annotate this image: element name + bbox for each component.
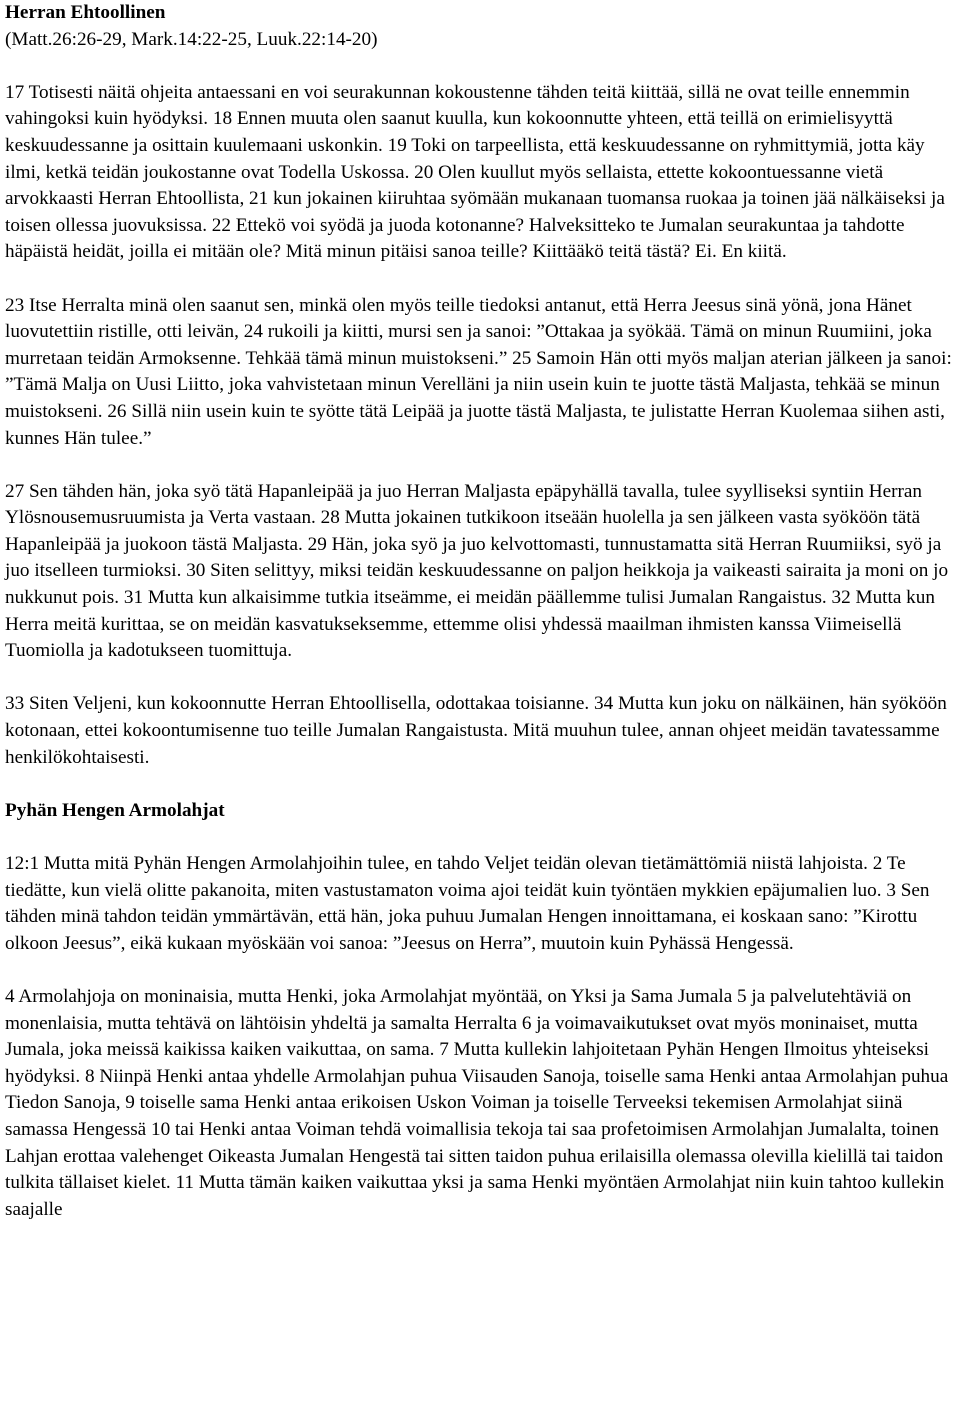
paragraph-verses-27-32: 27 Sen tähden hän, joka syö tätä Hapanleipää ja juo Herran Maljasta epäpyhällä tavalla, tulee syylliseksi syntiin Herran Ylösnousemusruumista ja Verta vastaan. 28 Mutta jokainen tutkikoon itseään huolella ja sen jälkeen vasta syököön tätä Hapanleipää ja juokoon tästä Maljasta. 29 Hän, joka syö ja juo kelvottomasti, tunnustamatta sitä Herran Ruumiiksi, syö ja juo itselleen turmioksi. 30 Siten selittyy, miksi teidän keskuudessanne on paljon heikkoja ja vaikeasti sairaita ja moni on jo nukkunut pois. 31 Mutta kun alkaisimme tutkia itseämme, ei meidän päällemme tulisi Jumalan Rangaistus. 32 Mutta kun Herra meitä kurittaa, se on meidän kasvatukseksemme, ettemme olisi yhdessä maailman ihmisten kanssa Viimeisellä Tuomiolla ja kadotukseen tuomittuja. bbox=[5, 480, 949, 662]
document-title: Herran Ehtoollinen bbox=[5, 2, 166, 23]
document-page bbox=[5, 0, 953, 1250]
paragraph-verses-12-1-3: 12:1 Mutta mitä Pyhän Hengen Armolahjoihin tulee, en tahdo Veljet teidän olevan tietämättömiä niistä lahjoista. 2 Te tiedätte, kun vielä olitte pakanoita, miten vastustamaton voima ajoi teidät kuin työntäen mykkien epäjumalien luo. 3 Sen tähden minä tahdon teidän ymmärtävän, että hän, joka puhuu Jumalan Hengen innoittamana, ei koskaan sano: ”Kirottu olkoon Jeesus”, eikä kukaan myöskään voi sanoa: ”Jeesus on Herra”, muutoin kuin Pyhässä Hengessä. bbox=[5, 853, 930, 954]
scripture-references: (Matt.26:26-29, Mark.14:22-25, Luuk.22:14-20) bbox=[5, 28, 378, 50]
paragraph-verses-33-34: 33 Siten Veljeni, kun kokoonnutte Herran Ehtoollisella, odottakaa toisianne. 34 Mutta kun joku on nälkäinen, hän syököön kotonaan, ettei kokoontumisenne tuo teille Jumalan Rangaistusta. Mitä muuhun tulee, annan ohjeet meidän tavatessamme henkilökohtaisesti. bbox=[5, 693, 947, 768]
paragraph-verses-4-11: 4 Armolahjoja on moninaisia, mutta Henki, joka Armolahjat myöntää, on Yksi ja Sama Jumala 5 ja palvelutehtäviä on monenlaisia, mutta tehtävä on lähtöisin yhdeltä ja samalta Herralta 6 ja voimavaikutukset ovat myös moninaiset, mutta Jumala, joka meissä kaikissa kaiken vaikuttaa, on sama. 7 Mutta kullekin lahjoitetaan Pyhän Hengen Ilmoitus yhteiseksi hyödyksi. 8 Niinpä Henki antaa yhdelle Armolahjan puhua Viisauden Sanoja, toiselle sama Henki antaa Armolahjan puhua Tiedon Sanoja, 9 toiselle sama Henki antaa erikoisen Uskon Voiman ja toiselle Terveeksi tekemisen Armolahjat siinä samassa Hengessä 10 tai Henki antaa Voiman tehdä voimallisia tekoja tai saa profetoimisen Armolahjan Jumalalta, toinen Lahjan erottaa valehenget Oikeasta Jumalan Hengestä tai sitten taidon puhua erilaisilla olemassa olevilla kielillä tai taidon tulkita tällaiset kielet. 11 Mutta tämän kaiken vaikuttaa yksi ja sama Henki myöntäen Armolahjat niin kuin tahtoo kullekin saajalle bbox=[5, 985, 949, 1220]
section-heading: Pyhän Hengen Armolahjat bbox=[5, 799, 225, 821]
paragraph-verses-23-26: 23 Itse Herralta minä olen saanut sen, minkä olen myös teille tiedoksi antanut, että Herra Jeesus sinä yönä, jona Hänet luovutettiin ristille, otti leivän, 24 rukoili ja kiitti, mursi sen ja sanoi: ”Ottakaa ja syökää. Tämä on minun Ruumiini, joka murretaan teidän Armoksenne. Tehkää tämä minun muistokseni.” 25 Samoin Hän otti myös maljan aterian jälkeen ja sanoi: ”Tämä Malja on Uusi Liitto, joka vahvistetaan minun Verelläni ja niin usein kuin te juotte tästä Maljasta, tehkää se minun muistokseni. 26 Sillä niin usein kuin te syötte tätä Leipää ja juotte tästä Maljasta, te julistatte Herran Kuolemaa siihen asti, kunnes Hän tulee.” bbox=[5, 294, 952, 449]
paragraph-verses-17-22: 17 Totisesti näitä ohjeita antaessani en voi seurakunnan kokoustenne tähden teitä kiittää, sillä ne ovat teille ennemmin vahingoksi kuin hyödyksi. 18 Ennen muuta olen saanut kuulla, kun kokoonnutte yhteen, että teillä on erimielisyyttä keskuudessanne ja osittain kuulemaani uskonkin. 19 Toki on tarpeellista, että keskuudessanne on ryhmittymiä, jotta käy ilmi, ketkä teidän joukostanne ovat Todella Uskossa. 20 Olen kuullut myös sellaista, ettette kokoontuessanne vietä arvokkaasti Herran Ehtoollista, 21 kun jokainen kiiruhtaa syömään mukanaan tuomansa ruokaa ja toinen jää nälkäiseksi ja toisen ollessa juovuksissa. 22 Ettekö voi syödä ja juoda kotonanne? Halveksitteko te Jumalan seurakuntaa ja tahdotte häpäistä heidät, joilla ei mitään ole? Mitä minun pitäisi sanoa teille? Kiittääkö teitä tästä? Ei. En kiitä. bbox=[5, 81, 945, 263]
